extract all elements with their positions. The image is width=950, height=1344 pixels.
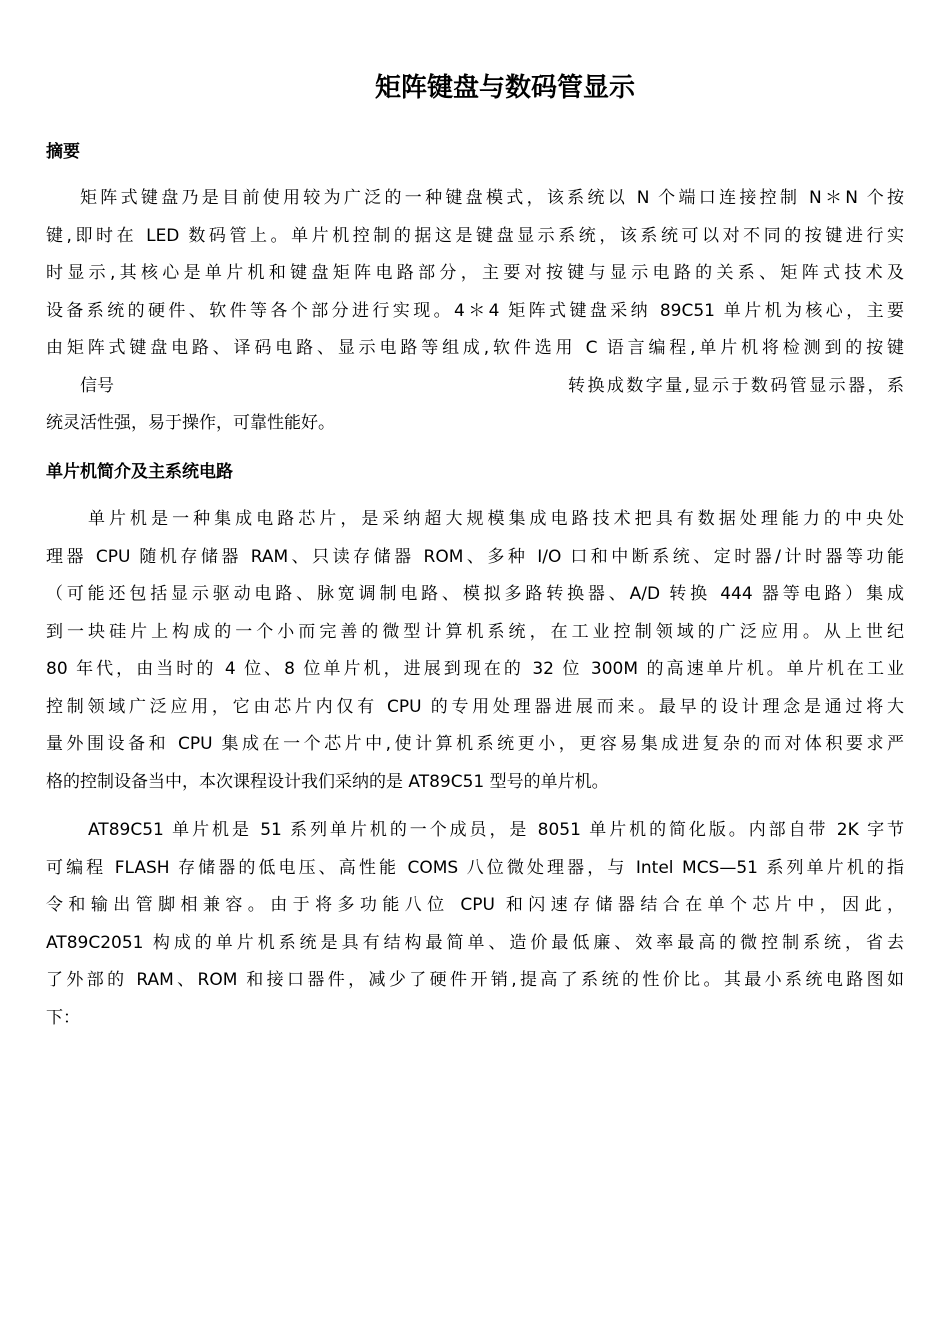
text-line: 量外围设备和 CPU 集成在一个芯片中,使计算机系统更小，更容易集成进复杂的而对体积要求严 (46, 734, 904, 754)
text-line: 控制领域广泛应用，它由芯片内仅有 CPU 的专用处理器进展而来。最早的设计理念是通过将大 (46, 696, 904, 717)
text-line: 统灵活性强，易于操作，可靠性能好。 (46, 413, 335, 433)
abstract-paragraph (46, 180, 904, 443)
at89c51-paragraph (46, 812, 904, 1037)
text-line: 令和输出管脚相兼容。由于将多功能八位 CPU 和闪速存储器结合在单个芯片中，因此， (46, 895, 904, 915)
text-line-start: 信号 (80, 375, 114, 396)
mcu-intro-paragraph (46, 501, 904, 801)
document-title: 矩阵键盘与数码管显示 (374, 73, 635, 103)
text-line: 键,即时在 LED 数码管上。单片机控制的据这是键盘显示系统，该系统可以对不同的按键进行实 (46, 225, 904, 246)
text-line: 理器 CPU 随机存储器 RAM、只读存储器 ROM、多种 I/O 口和中断系统、定时器/计时器等功能 (46, 546, 904, 567)
text-line: 时显示,其核心是单片机和键盘矩阵电路部分，主要对按键与显示电路的关系、矩阵式技术及 (46, 263, 904, 283)
text-line: 设备系统的硬件、软件等各个部分进行实现。4＊4 矩阵式键盘采纳 89C51 单片机为核心，主要 (46, 300, 904, 321)
text-line: 格的控制设备当中，本次课程设计我们采纳的是 AT89C51 型号的单片机。 (46, 771, 609, 792)
text-line: AT89C2051 构成的单片机系统是具有结构最简单、造价最低廉、效率最高的微控制系统，省去 (46, 932, 904, 953)
text-line: 80 年代，由当时的 4 位、8 位单片机，进展到现在的 32 位 300M 的高速单片机。单片机在工业 (46, 659, 904, 679)
text-line-split (46, 368, 904, 406)
text-line: 由矩阵式键盘电路、译码电路、显示电路等组成,软件选用 C 语言编程,单片机将检测到的按键 (46, 338, 904, 358)
text-line: （可能还包括显示驱动电路、脉宽调制电路、模拟多路转换器、A/D 转换 444 器等电路）集成 (46, 584, 904, 604)
text-line: 矩阵式键盘乃是目前使用较为广泛的一种键盘模式，该系统以 N 个端口连接控制 N＊N 个按 (80, 188, 904, 208)
section-heading-abstract: 摘要 (46, 142, 80, 162)
text-line: 单片机是一种集成电路芯片，是采纳超大规模集成电路技术把具有数据处理能力的中央处 (88, 509, 904, 529)
text-line-end: 转换成数字量,显示于数码管显示器，系 (568, 375, 904, 396)
text-line: AT89C51 单片机是 51 系列单片机的一个成员，是 8051 单片机的简化版。内部自带 2K 字节 (88, 820, 904, 840)
text-line: 了外部的 RAM、ROM 和接口器件，减少了硬件开销,提高了系统的性价比。其最小系统电路图如 (46, 970, 904, 990)
text-line: 到一块硅片上构成的一个小而完善的微型计算机系统，在工业控制领域的广泛应用。从上世纪 (46, 621, 904, 642)
section-heading-mcu-intro: 单片机简介及主系统电路 (46, 462, 233, 482)
text-line: 下： (46, 1007, 80, 1028)
text-line: 可编程 FLASH 存储器的低电压、高性能 COMS 八位微处理器，与 Intel MCS—51 系列单片机的指 (46, 857, 904, 878)
